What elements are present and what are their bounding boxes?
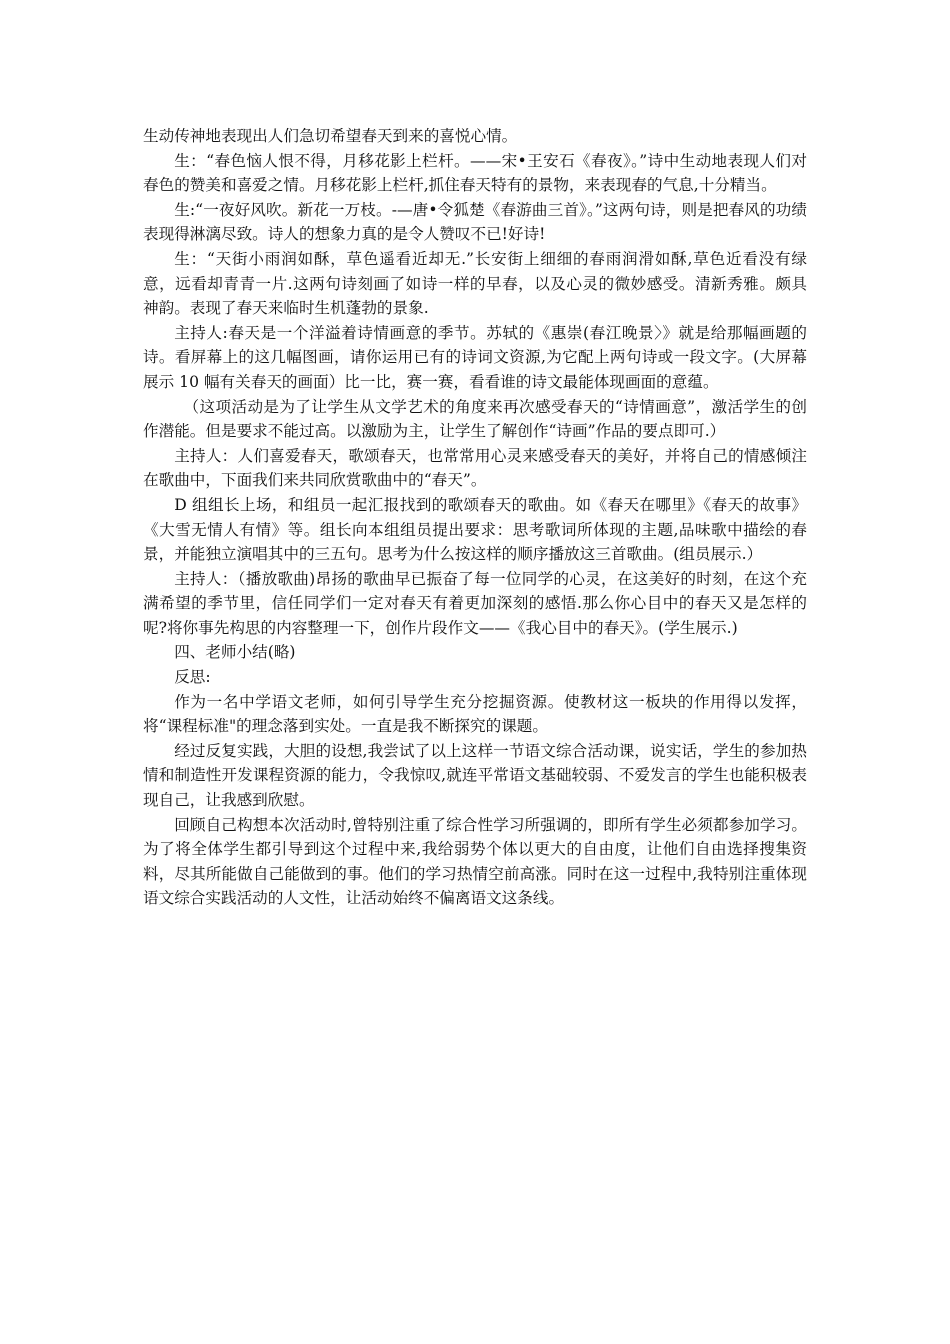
paragraph-student-quote-3: 生：“天街小雨润如酥，草色遥看近却无.”长安街上细细的春雨润滑如酥,草色近看没有绿意，远看却青青一片.这两句诗刻画了如诗一样的早春，以及心灵的微妙感受。清新秀雅。颇具 神韵。表现了春天来临时生机蓬勃的景象. <box>143 249 807 318</box>
section-heading-reflection: 反思: <box>174 668 211 687</box>
paragraph-reflection-3: 回顾自己构想本次活动时,曾特别注重了综合性学习所强调的，即所有学生必须都参加学习。为了将全体学生都引导到这个过程中来,我给弱势个体以更大的自由度，让他们自由选择搜集资料，尽其所能做自己能做到的事。他们的学习热情空前高涨。同时在这一过程中,我特别注重体现语文综合实践活动的人文性，让活动始终不偏离语文这条线。 <box>143 815 807 908</box>
section-heading-summary: 四、老师小结(略) <box>174 643 296 662</box>
paragraph-host-writing: 主持人：（播放歌曲)昂扬的歌曲早已振奋了每一位同学的心灵，在这美好的时刻，在这个充满希望的季节里，信任同学们一定对春天有着更加深刻的感悟.那么你心目中的春天又是怎样的呢?将你事先构思的内容整理一下，创作片段作文——《我心目中的春天》。(学生展示.) <box>143 569 807 637</box>
paragraph-group-d: D 组组长上场，和组员一起汇报找到的歌颂春天的歌曲。如《春天在哪里》《春天的故事》《大雪无情人有情》等。组长向本组组员提出要求：思考歌词所体现的主题,品味歌中描绘的春景，并能独立演唱其中的三五句。思考为什么按这样的顺序播放这三首歌曲。(组员展示.） <box>143 495 807 564</box>
paragraph-continuation: 生动传神地表现出人们急切希望春天到来的喜悦心情。 <box>143 127 518 145</box>
paragraph-reflection-2: 经过反复实践，大胆的设想,我尝试了以上这样一节语文综合活动课，说实话，学生的参加热情和制造性开发课程资源的能力，令我惊叹,就连平常语文基础较弱、不爱发言的学生也能积极表现自己，让我感到欣慰。 <box>143 741 807 810</box>
paragraph-reflection-1: 作为一名中学语文老师，如何引导学生充分挖掘资源。使教材这一板块的作用得以发挥，将“课程标准"的理念落到实处。一直是我不断探究的课题。 <box>143 692 807 736</box>
document-body <box>143 124 807 911</box>
paragraph-host-poetry: 主持人:春天是一个洋溢着诗情画意的季节。苏轼的《惠崇(春江晚景〉》就是给那幅画题的诗。看屏幕上的这几幅图画，请你运用已有的诗词文资源,为它配上两句诗或一段文字。(大屏幕展示 10 幅有关春天的画面）比一比，赛一赛，看看谁的诗文最能体现画面的意蕴。 <box>143 323 807 391</box>
paragraph-student-quote-2: 生:“一夜好风吹。新花一万枝。-—唐•令狐楚《春游曲三首》。”这两句诗，则是把春风的功绩表现得淋漓尽致。诗人的想象力真的是令人赞叹不已!好诗! <box>143 200 807 244</box>
paragraph-host-songs: 主持人：人们喜爱春天，歌颂春天，也常常用心灵来感受春天的美好，并将自己的情感倾注在歌曲中，下面我们来共同欣赏歌曲中的“春天”。 <box>143 446 807 490</box>
paragraph-activity-note: （这项活动是为了让学生从文学艺术的角度来再次感受春天的“诗情画意”，激活学生的创作潜能。但是要求不能过高。以激励为主，让学生了解创作“诗画”作品的要点即可.） <box>143 397 807 441</box>
paragraph-student-quote-1: 生：“春色恼人恨不得，月移花影上栏杆。——宋•王安石《春夜》。”诗中生动地表现人们对春色的赞美和喜爱之情。月移花影上栏杆,抓住春天特有的景物，来表现春的气息,十分精当。 <box>143 151 807 195</box>
